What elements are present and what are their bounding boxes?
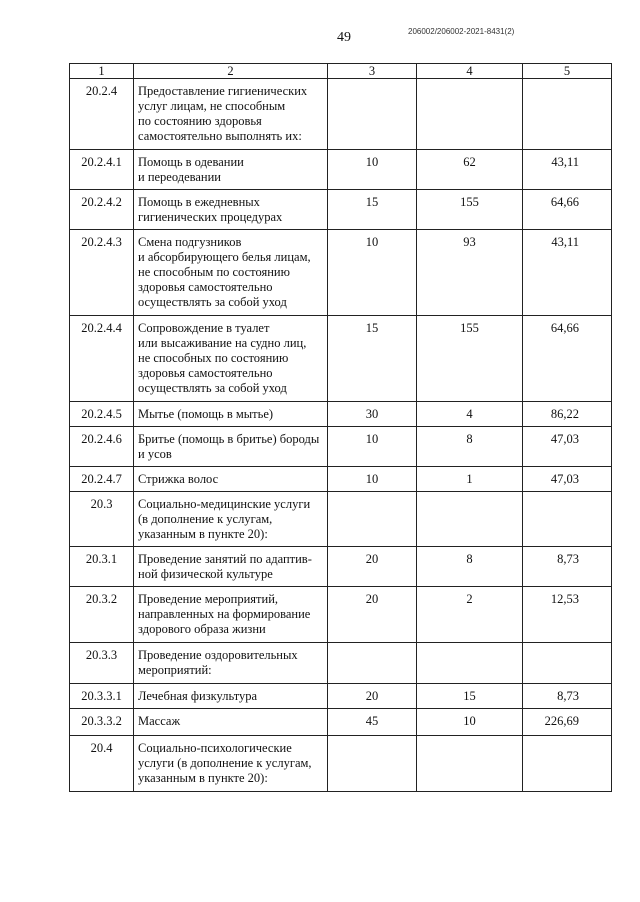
document-code: 206002/206002-2021-8431(2) [408,27,515,36]
column-5-value-text: 43,11 [551,155,579,169]
item-code-text: 20.3 [90,497,113,511]
item-code [70,587,134,643]
column-4-value [417,467,523,492]
item-code [70,467,134,492]
table-row [70,427,612,467]
column-5-value-text: 8,73 [557,689,579,703]
item-name [134,150,328,190]
column-5-value [523,230,612,316]
column-3-value [328,190,417,230]
item-name [134,736,328,792]
column-5-value-text: 47,03 [550,472,579,486]
table-row [70,709,612,736]
column-4-value-text: 10 [463,714,476,728]
column-3-value-text: 15 [365,321,379,335]
services-table [69,63,612,792]
item-name-text: Лечебная физкультура [138,689,258,703]
column-3-value-text: 10 [365,472,379,486]
column-5-value-text: 8,73 [557,552,579,566]
column-4-value [417,150,523,190]
column-5-value-text: 64,66 [550,195,579,209]
column-3-value-text: 30 [365,407,379,421]
item-name-text: Мытье (помощь в мытье) [138,407,274,421]
item-name-text: Социально-психологические услуги (в дополнение к услугам, указанным в пункте 20): [138,741,312,785]
column-5-value [523,150,612,190]
column-4-value-text: 15 [463,689,476,703]
column-3-value [328,709,417,736]
column-5-value [523,587,612,643]
item-code-text: 20.2.4.2 [81,195,122,209]
column-3-value-text: 20 [365,552,379,566]
column-header: 1 [70,64,134,79]
column-3-value-text: 20 [365,592,379,606]
column-4-value [417,316,523,402]
column-header: 3 [328,64,417,79]
item-code-text: 20.3.1 [85,552,118,566]
column-3-value [328,736,417,792]
item-code-text: 20.3.3.1 [81,689,122,703]
item-name-text: Проведение оздоровительных мероприятий: [138,648,298,677]
column-4-value [417,643,523,684]
column-4-value [417,736,523,792]
table-row [70,467,612,492]
item-name [134,684,328,709]
item-code-text: 20.4 [90,741,113,755]
item-name-text: Массаж [138,714,181,728]
item-code [70,79,134,150]
column-5-value [523,190,612,230]
column-4-value [417,427,523,467]
table-row [70,190,612,230]
item-name-text: Помощь в ежедневных гигиенических процедурах [138,195,283,224]
item-code [70,684,134,709]
column-3-value [328,79,417,150]
column-5-value-text: 12,53 [550,592,579,606]
item-name-text: Проведение занятий по адаптив- ной физической культуре [138,552,312,581]
table-row [70,547,612,587]
column-5-value [523,427,612,467]
column-3-value [328,467,417,492]
column-header: 2 [134,64,328,79]
item-code [70,150,134,190]
item-name [134,230,328,316]
column-4-value [417,492,523,547]
item-code-text: 20.2.4.6 [81,432,122,446]
column-3-value-text: 45 [365,714,379,728]
column-3-value-text: 20 [365,689,379,703]
item-code-text: 20.2.4.7 [81,472,122,486]
item-code-text: 20.2.4.4 [81,321,122,335]
item-name [134,427,328,467]
item-name [134,547,328,587]
column-5-value [523,467,612,492]
table-header-row [70,64,612,79]
table-row [70,150,612,190]
item-code [70,709,134,736]
column-5-value [523,492,612,547]
item-name [134,316,328,402]
item-code-text: 20.2.4.1 [81,155,122,169]
table-row [70,492,612,547]
column-5-value-text: 43,11 [551,235,579,249]
item-name-text: Сопровождение в туалет или высаживание на судно лиц, не способных по состоянию здоровья самостоятельно осуществлять за собой уход [138,321,307,395]
column-4-value [417,402,523,427]
item-code-text: 20.3.3 [85,648,118,662]
item-name [134,79,328,150]
column-header: 4 [417,64,523,79]
item-name-text: Стрижка волос [138,472,219,486]
column-5-value [523,709,612,736]
item-code-text: 20.2.4.3 [81,235,122,249]
item-code [70,547,134,587]
column-5-value-text: 86,22 [550,407,579,421]
column-3-value-text: 10 [365,235,379,249]
column-5-value [523,736,612,792]
item-code [70,643,134,684]
column-5-value [523,684,612,709]
table-row [70,230,612,316]
table-row [70,316,612,402]
column-5-value [523,316,612,402]
item-code [70,316,134,402]
column-5-value-text: 64,66 [550,321,579,335]
column-4-value [417,587,523,643]
table-row [70,587,612,643]
column-5-value [523,79,612,150]
table-row [70,684,612,709]
item-code [70,427,134,467]
column-3-value [328,684,417,709]
table-row [70,402,612,427]
column-4-value-text: 8 [466,552,473,566]
item-code [70,402,134,427]
item-name [134,467,328,492]
item-name-text: Социально-медицинские услуги (в дополнение к услугам, указанным в пункте 20): [138,497,311,541]
column-4-value-text: 155 [460,195,479,209]
column-4-value [417,684,523,709]
column-3-value-text: 10 [365,155,379,169]
column-5-value-text: 226,69 [544,714,579,728]
item-code [70,736,134,792]
column-5-value [523,547,612,587]
column-4-value-text: 4 [466,407,473,421]
column-3-value [328,150,417,190]
column-5-value [523,402,612,427]
item-name [134,709,328,736]
column-3-value-text: 15 [365,195,379,209]
column-4-value [417,190,523,230]
column-3-value [328,547,417,587]
item-name [134,492,328,547]
column-4-value [417,230,523,316]
page-number: 49 [337,30,351,45]
column-4-value-text: 62 [463,155,476,169]
column-3-value [328,402,417,427]
column-header: 5 [523,64,612,79]
item-code-text: 20.3.2 [85,592,118,606]
column-4-value-text: 1 [466,472,473,486]
item-name-text: Проведение мероприятий, направленных на формирование здорового образа жизни [138,592,311,636]
column-4-value-text: 155 [460,321,479,335]
item-name [134,643,328,684]
item-name-text: Предоставление гигиенических услуг лицам, не способным по состоянию здоровья самостоятельно выполнять их: [138,84,308,143]
column-3-value [328,316,417,402]
item-code-text: 20.2.4.5 [81,407,122,421]
column-3-value [328,492,417,547]
item-name [134,190,328,230]
column-4-value [417,709,523,736]
item-name [134,587,328,643]
column-5-value [523,643,612,684]
column-4-value-text: 8 [466,432,473,446]
column-3-value-text: 10 [365,432,379,446]
item-code [70,230,134,316]
item-name-text: Помощь в одевании и переодевании [138,155,244,184]
column-3-value [328,427,417,467]
item-name-text: Бритье (помощь в бритье) бороды и усов [138,432,320,461]
item-name [134,402,328,427]
table-row [70,736,612,792]
column-3-value [328,230,417,316]
item-code [70,492,134,547]
item-code [70,190,134,230]
column-5-value-text: 47,03 [550,432,579,446]
column-3-value [328,587,417,643]
table-row [70,79,612,150]
column-4-value [417,79,523,150]
item-code-text: 20.2.4 [85,84,118,98]
item-code-text: 20.3.3.2 [81,714,122,728]
column-4-value-text: 93 [463,235,476,249]
column-3-value [328,643,417,684]
item-name-text: Смена подгузников и абсорбирующего белья лицам, не способным по состоянию здоровья самостоятельно осуществлять за собой уход [138,235,311,309]
column-4-value [417,547,523,587]
column-4-value-text: 2 [466,592,473,606]
table-row [70,643,612,684]
